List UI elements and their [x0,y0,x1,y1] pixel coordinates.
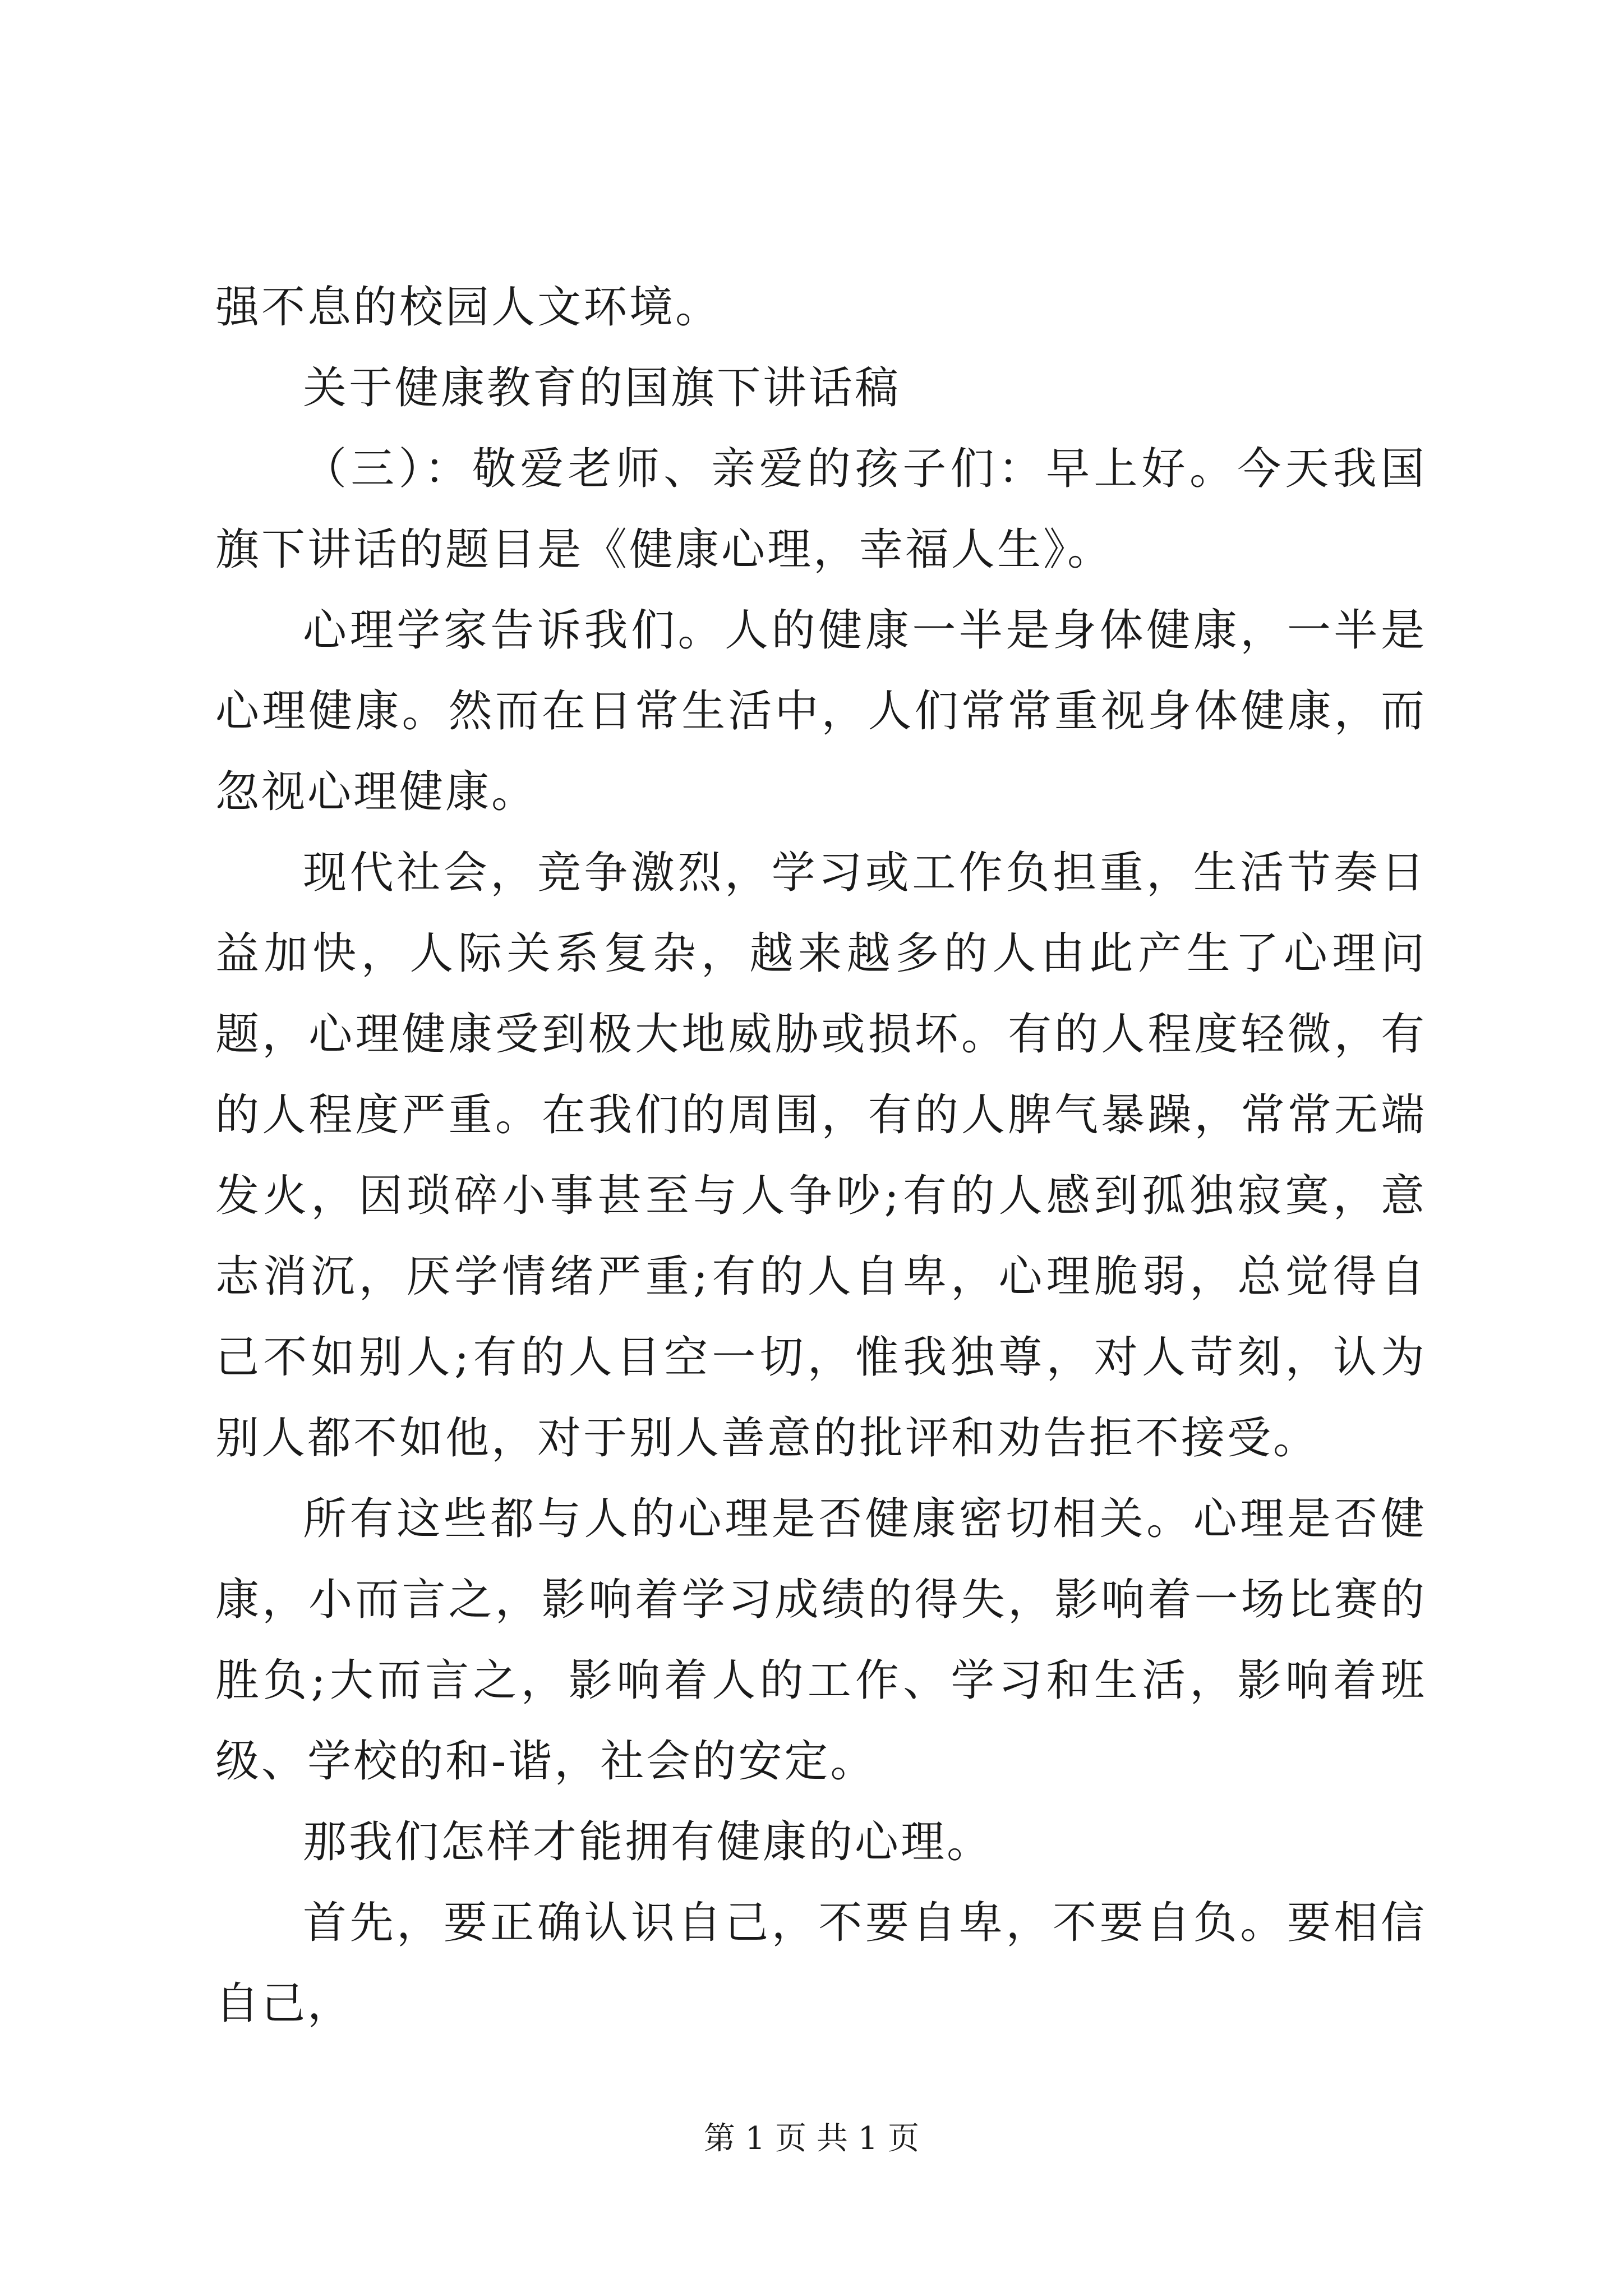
paragraph-7: 那我们怎样才能拥有健康的心理。 [303,1817,993,1867]
page-footer: 第 1 页 共 1 页 [703,2120,920,2157]
paragraph-6: 所有这些都与人的心理是否健康密切相关。心理是否健康，小而言之，影响着学习成绩的得失，影响着一场比赛的胜负;大而言之，影响着人的工作、学习和生活，影响着班级、学校的和-谐，社会的安定。 [215,1494,1427,1787]
document-body [215,267,1427,2044]
paragraph-2-heading: 关于健康教育的国旗下讲话稿 [303,363,901,413]
paragraph-5: 现代社会，竞争激烈，学习或工作负担重，生活节奏日益加快，人际关系复杂，越来越多的人由此产生了心理问题，心理健康受到极大地威胁或损坏。有的人程度轻微，有的人程度严重。在我们的周围，有的人脾气暴躁，常常无端发火，因琐碎小事甚至与人争吵;有的人感到孤独寂寞，意志消沉，厌学情绪严重;有的人自卑，心理脆弱，总觉得自己不如别人;有的人目空一切，惟我独尊，对人苛刻，认为别人都不如他，对于别人善意的批评和劝告拒不接受。 [215,848,1427,1464]
paragraph-3: （三）：敬爱老师、亲爱的孩子们：早上好。今天我国旗下讲话的题目是《健康心理，幸福人生》。 [215,444,1427,575]
paragraph-4: 心理学家告诉我们。人的健康一半是身体健康，一半是心理健康。然而在日常生活中，人们常常重视身体健康，而忽视心理健康。 [215,605,1427,817]
paragraph-1: 强不息的校园人文环境。 [215,282,722,333]
paragraph-8: 首先，要正确认识自己，不要自卑，不要自负。要相信自己， [215,1898,1427,2029]
